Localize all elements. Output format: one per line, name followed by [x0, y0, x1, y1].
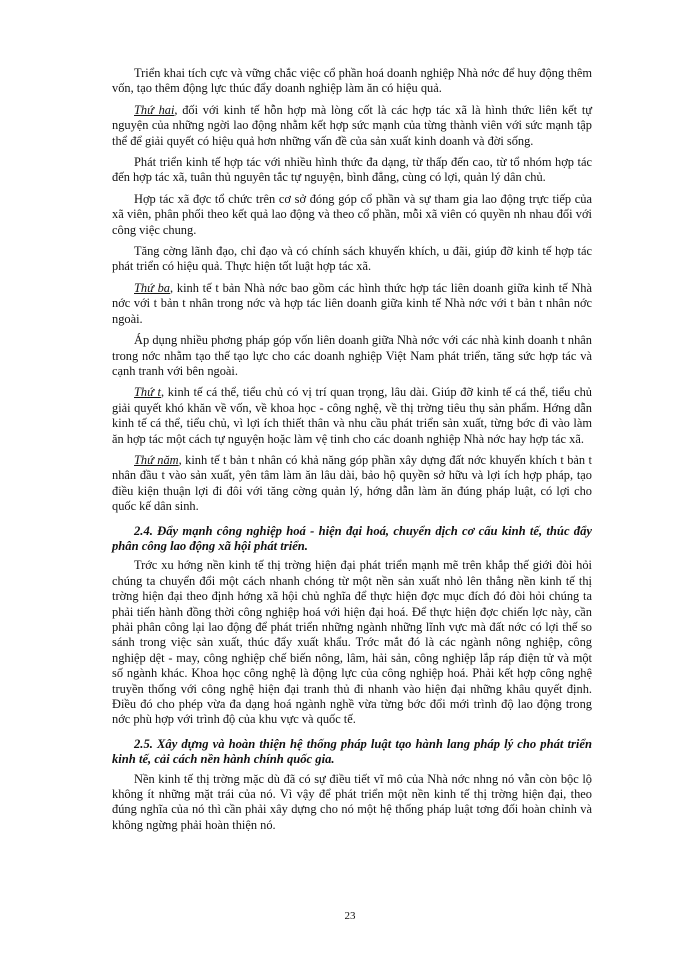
- paragraph: [112, 244, 592, 275]
- section-2-5-body: Nền kinh tế thị trờng mặc dù đã có sự điều tiết vĩ mô của Nhà nớc nhng nó vẫn còn bộc lộ không ít những mặt trái của nó. Vì vậy để phát triển một nền kinh tế thị trờng hiện đại, theo đúng nghĩa của nó thì cần phải xây dựng cho nó một hệ thống pháp luật tơng đối hoàn chỉnh và không ngừng phải hoàn thiện nó.: [112, 771, 592, 832]
- section-2-4-body: Trớc xu hớng nền kinh tế thị trờng hiện đại phát triển mạnh mẽ trên khắp thế giới đòi hỏi chúng ta chuyển đổi một cách nhanh chóng từ một nền sản xuất nhỏ lên thẳng nền kinh tế thị trờng hiện đại theo định hớng xã hội chủ nghĩa để thực hiện đợc mục đích đó đòi hỏi chúng ta phải tiến hành đồng thời công nghiệp hoá với hiện đại hoá. Để thực hiện đợc chiến lợc này, cần phải phân công lại lao động để phát triển những ngành những lĩnh vực mà đất nớc có lợi thế so sánh trong việc sản xuất, thúc đẩy xuất khẩu. Trớc mắt đó là các ngành nông nghiệp, công nghiệp dệt - may, công nghiệp chế biến nông, lâm, hải sản, công nghiệp lắp ráp điện tử và một số ngành khác. Khoa học công nghệ là động lực của công nghiệp hoá. Phải kết hợp công nghệ truyền thống với công nghệ hiện đại tranh thủ đi nhanh vào hiện đại những khâu quyết định. Điều đó cho phép vừa đa dạng hoá ngành nghề vừa từng bớc đổi mới trình độ lao động trong nớc phù hợp với trình độ của khu vực và quốc tế.: [112, 558, 592, 727]
- paragraph: [112, 281, 592, 327]
- page-body: [112, 66, 592, 839]
- paragraph-text: , kinh tế t bản t nhân có khả năng góp phần xây dựng đất nớc khuyến khích t bản t nhân đầu t vào sản xuất, yên tâm làm ăn lâu dài, bảo hộ quyền sở hữu và lợi ích hợp pháp, tạo điều kiện thuận lợi đi đôi với tăng cờng quản lý, hớng dẫn làm ăn đúng pháp luật, có lợi cho quốc kế dân sinh.: [112, 452, 592, 514]
- paragraph-lead: Thứ năm: [134, 452, 179, 467]
- section-heading-2-5: 2.5. Xây dựng và hoàn thiện hệ thống pháp luật tạo hành lang pháp lý cho phát triển kinh tế, cải cách nền hành chính quốc gia.: [112, 736, 592, 767]
- paragraph-text: Triển khai tích cực và vững chắc việc cổ phần hoá doanh nghiệp Nhà nớc để huy động thêm vốn, tạo thêm động lực thúc đẩy doanh nghiệp làm ăn có hiệu quả.: [112, 66, 592, 96]
- paragraph-text: , đối với kinh tế hỗn hợp mà lòng cốt là các hợp tác xã là hình thức liên kết tự nguyện của những ngời lao động nhằm kết hợp sức mạnh của từng thành viên với sức mạnh tập thể để giải quyết có hiệu quả hơn những vấn đề của sản xuất kinh doanh và đời sống.: [112, 102, 592, 148]
- paragraph: [112, 66, 592, 97]
- section-heading-2-4: 2.4. Đẩy mạnh công nghiệp hoá - hiện đại hoá, chuyển dịch cơ cấu kinh tế, thúc đẩy phân công lao động xã hội phát triển.: [112, 523, 592, 553]
- paragraph: [112, 385, 592, 447]
- paragraph-text: Áp dụng nhiều phơng pháp góp vốn liên doanh giữa Nhà nớc với các nhà kinh doanh t nhân trong nớc nhằm tạo thế tạo lực cho các doanh nghiệp Việt Nam phát triển, tăng sức hợp tác và cạnh tranh với bên ngoài.: [112, 333, 592, 378]
- paragraph-lead: Thứ ba: [134, 280, 171, 295]
- paragraph: [112, 155, 592, 186]
- paragraph-lead: Thứ t: [134, 385, 161, 400]
- paragraph-text: Tăng cờng lãnh đạo, chỉ đạo và có chính sách khuyến khích, u đãi, giúp đỡ kinh tế hợp tác phát triển có hiệu quả. Thực hiện tốt luật hợp tác xã.: [112, 244, 592, 274]
- paragraph: [112, 453, 592, 515]
- paragraph-text: , kinh tế cá thể, tiểu chủ có vị trí quan trọng, lâu dài. Giúp đỡ kinh tế cá thể, tiểu chủ giải quyết khó khăn về vốn, về khoa học - công nghệ, về thị trờng tiêu thụ sản phẩm. Hớng dẫn kinh tế cá thể, tiểu chủ, vì lợi ích thiết thân và nhu cầu phát triển sản xuất, từng bớc đi vào làm ăn hợp tác một cách tự nguyện hoặc làm vệ tinh cho các doanh nghiệp Nhà nớc hay hợp tác xã.: [112, 385, 592, 446]
- paragraph: [112, 103, 592, 149]
- paragraph-text: , kinh tế t bản Nhà nớc bao gồm các hình thức hợp tác liên doanh giữa kinh tế Nhà nớc với t bản t nhân trong nớc và hợp tác liên doanh giữa kinh tế Nhà nớc với t bản t nhân nớc ngoài.: [112, 280, 592, 326]
- paragraph-lead: Thứ hai: [134, 102, 175, 117]
- paragraph-text: Phát triển kinh tế hợp tác với nhiều hình thức đa dạng, từ thấp đến cao, từ tổ nhóm hợp tác đến hợp tác xã, tuân thủ nguyên tắc tự nguyện, bình đẳng, cùng có lợi, quản lý dân chủ.: [112, 155, 592, 185]
- paragraph: [112, 192, 592, 238]
- paragraph: [112, 333, 592, 379]
- page-number: 23: [344, 910, 356, 922]
- paragraph-text: Hợp tác xã đợc tổ chức trên cơ sở đóng góp cổ phần và sự tham gia lao động trực tiếp của xã viên, phân phối theo kết quả lao động và theo cổ phần, mỗi xã viên có quyền nh nhau đối với công việc chung.: [112, 191, 592, 237]
